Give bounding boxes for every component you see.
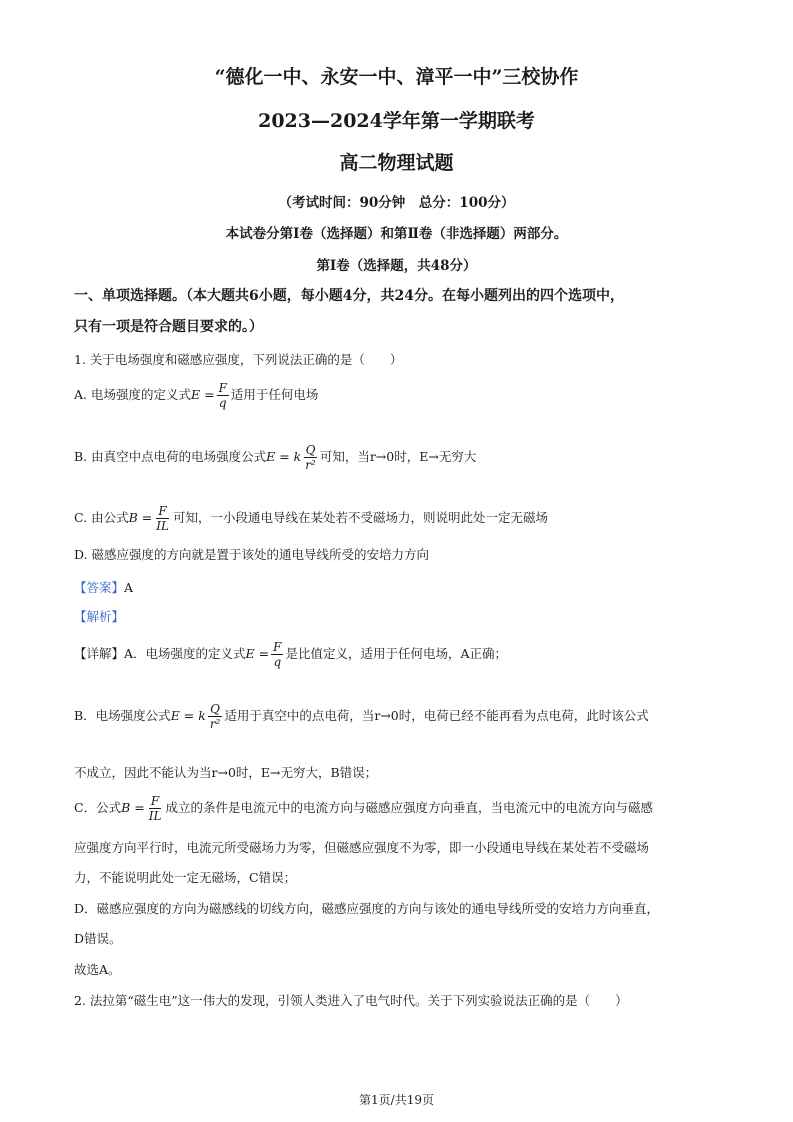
q1-option-c-pre: C. 由公式: [74, 510, 129, 525]
fraction-q-over-r2: [208, 702, 223, 731]
answer-label: 【答案】: [74, 580, 125, 595]
formula-e-point: E = k: [266, 449, 302, 464]
detail-a-pre: A．电场强度的定义式: [124, 646, 246, 661]
exam-title-line2: 2023—2024学年第一学期联考: [258, 110, 535, 132]
numerator-f: F: [218, 381, 227, 395]
detail-d-line2: D错误。: [74, 931, 122, 946]
detail-a-post: 是比值定义，适用于任何电场，A正确；: [285, 646, 507, 661]
fraction-f-over-il: [154, 504, 171, 533]
formula-e-def: E =: [190, 387, 215, 402]
fraction-f-over-il: [147, 794, 164, 823]
exam-composition: 本试卷分第Ⅰ卷（选择题）和第Ⅱ卷（非选择题）两部分。: [225, 226, 568, 242]
formula-e-def: E =: [245, 646, 270, 661]
denominator-il: IL: [156, 519, 169, 533]
denominator-q: q: [218, 396, 227, 410]
detail-c-line2: 应强度方向平行时，电流元所受磁场力为零，但磁感应强度不为零，即一小段通电导线在某处若不受磁场: [74, 840, 650, 855]
answer-value: A: [124, 580, 134, 595]
q1-stem: 1. 关于电场强度和磁感应强度，下列说法正确的是（ ）: [74, 352, 403, 367]
detail-c-pre: C．公式: [74, 800, 122, 815]
detail-b-pre: B．电场强度公式: [74, 708, 171, 723]
q1-option-b-pre: B. 由真空中点电荷的电场强度公式: [74, 449, 267, 464]
numerator-f: F: [158, 504, 167, 518]
denominator-il: IL: [148, 809, 162, 823]
detail-b-line2: 不成立，因此不能认为当r→0时，E→无穷大，B错误；: [74, 765, 378, 780]
denominator-r2: r²: [209, 717, 221, 731]
detail-b-post: 适用于真空中的点电荷，当r→0时，电荷已经不能再看为点电荷，此时该公式: [224, 708, 649, 723]
fraction-f-over-q: [217, 381, 229, 410]
q1-option-a-post: 适用于任何电场: [230, 387, 319, 402]
formula-b-def: B =: [121, 800, 145, 815]
q1-option-d: D. 磁感应强度的方向就是置于该处的通电导线所受的安培力方向: [74, 547, 430, 562]
detail-b: [74, 702, 649, 731]
numerator-f: F: [273, 640, 282, 654]
q1-answer: [74, 578, 133, 596]
detail-c-post: 成立的条件是电流元中的电流方向与磁感应强度方向垂直，当电流元中的电流方向与磁感: [165, 800, 653, 815]
fraction-f-over-q: [271, 640, 283, 669]
detail-a: [74, 640, 507, 669]
part1-heading: 第Ⅰ卷（选择题，共48分）: [316, 258, 477, 274]
denominator-q: q: [273, 655, 282, 669]
numerator-q: Q: [305, 443, 316, 457]
detail-c-line3: 力，不能说明此处一定无磁场，C错误；: [74, 870, 297, 885]
q2-stem: 2. 法拉第“磁生电”这一伟大的发现，引领人类进入了电气时代。关于下列实验说法正确的是（ ）: [74, 993, 628, 1008]
detail-c: [74, 794, 653, 823]
q1-conclusion: 故选A。: [74, 962, 121, 977]
section1-heading-line2: 只有一项是符合题目要求的。）: [74, 319, 263, 335]
section1-heading-line1: 一、单项选择题。（本大题共6小题，每小题4分，共24分。在每小题列出的四个选项中，: [74, 288, 624, 304]
numerator-q: Q: [210, 702, 220, 716]
fraction-q-over-r2: [303, 443, 318, 472]
exam-time-info: （考试时间：90分钟 总分：100分）: [278, 195, 515, 211]
detail-label: 【详解】: [74, 646, 125, 661]
formula-b-def: B =: [128, 510, 153, 525]
denominator-r2: r²: [305, 458, 316, 472]
detail-d-line1: D．磁感应强度的方向为磁感线的切线方向，磁感应强度的方向与该处的通电导线所受的安培力方向垂直，: [74, 901, 660, 916]
q1-option-a-pre: A. 电场强度的定义式: [74, 387, 191, 402]
exam-title-line1: “德化一中、永安一中、漳平一中”三校协作: [214, 66, 579, 88]
exam-title-line3: 高二物理试题: [339, 152, 454, 174]
q1-option-a: [74, 381, 318, 410]
analysis-label: 【解析】: [74, 609, 125, 624]
formula-e-point: E = k: [170, 708, 206, 723]
numerator-f: F: [150, 794, 160, 808]
q1-option-c-post: 可知，一小段通电导线在某处若不受磁场力，则说明此处一定无磁场: [172, 510, 548, 525]
page-number: 第1页/共19页: [359, 1093, 434, 1107]
q1-option-c: [74, 504, 548, 533]
q1-option-b-post: 可知，当r→0时，E→无穷大: [319, 449, 477, 464]
q1-option-b: [74, 443, 476, 472]
